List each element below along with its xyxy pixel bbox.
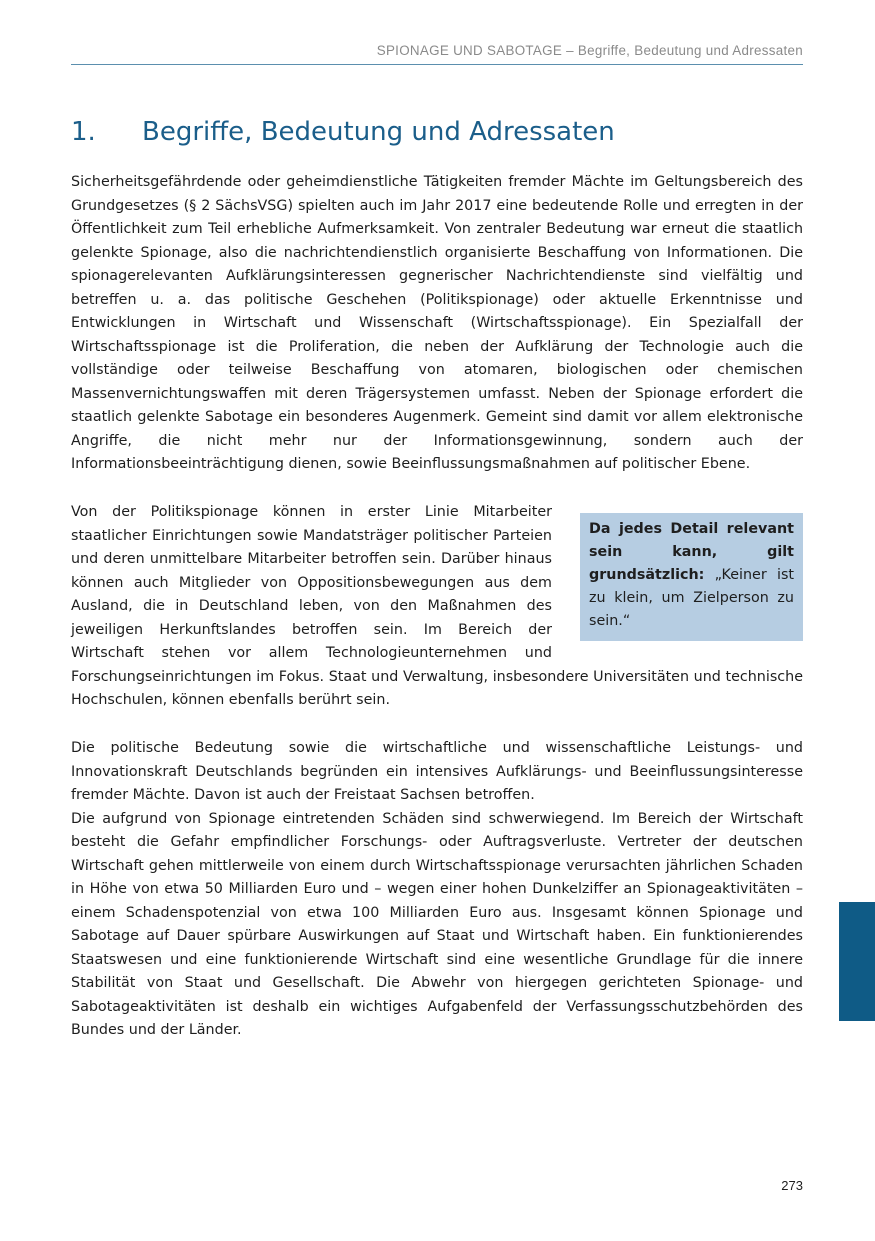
running-header: SPIONAGE UND SABOTAGE – Begriffe, Bedeutung und Adressaten — [376, 43, 803, 58]
body-paragraph-1 — [71, 171, 803, 477]
section-heading — [71, 113, 615, 151]
chapter-tab-marker — [839, 902, 875, 1021]
body-paragraph-2 — [71, 501, 803, 713]
paragraph-damage: Die aufgrund von Spionage eintretenden Schäden sind schwerwiegend. Im Bereich der Wirtschaft besteht die Gefahr empfindlicher Forschungs- oder Auftragsverluste. Vertreter der deutschen Wirtschaft gehen mittlerweile von einem durch Wirtschaftsspionage verursachten jährlichen Schaden in Höhe von etwa 50 Milliarden Euro und – wegen einer hohen Dunkelziffer an Spionageaktivitäten – einem Schadenspotenzial von etwa 100 Milliarden Euro aus. Insgesamt können Spionage und Sabotage auf Dauer spürbare Auswirkungen auf Staat und Wirtschaft haben. Ein funktionierendes Staatswesen und eine funktionierende Wirtschaft sind eine wesentliche Grundlage für die innere Stabilität von Staat und Gesellschaft. Die Abwehr von hiergegen gerichteten Spionage- und Sabotageaktivitäten ist deshalb ein wichtiges Aufgabenfeld der Verfassungsschutzbehörden des Bundes und der Länder. — [71, 810, 803, 1038]
body-paragraph-3 — [71, 737, 803, 1043]
paragraph-targets: Von der Politikspionage können in erster Linie Mitarbeiter staatlicher Einrichtungen sowie Mandatsträger politischer Parteien und deren unmittelbare Mitarbeiter betroffen sein. Darüber hinaus können auch Mitglieder von Oppositionsbewegungen aus dem Ausland, die in Deutschland leben, von den Maßnahmen des jeweiligen Herkunftslandes betroffen sein. Im Bereich der Wirtschaft stehen vor allem Technologieunternehmen und Forschungseinrichtungen im Fokus. Staat und Verwaltung, insbesondere Universitäten und technische Hochschulen, können ebenfalls berührt sein. — [71, 504, 803, 708]
page-number: 273 — [781, 1178, 803, 1193]
header-divider — [71, 64, 803, 65]
callout-quote: „Keiner ist zu klein, um Zielperson zu sein.“ — [589, 567, 795, 629]
callout-emphasis: Da jedes Detail relevant sein kann, gilt grundsätzlich: — [589, 521, 794, 583]
section-title: Begriffe, Bedeutung und Adressaten — [142, 117, 615, 147]
paragraph-intro: Sicherheitsgefährdende oder geheimdienstliche Tätigkeiten fremder Mächte im Geltungsbereich des Grundgesetzes (§ 2 SächsVSG) spielten auch im Jahr 2017 eine bedeutende Rolle und erregten in der Öffentlichkeit zum Teil erhebliche Aufmerksamkeit. Von zentraler Bedeutung war erneut die staatlich gelenkte Spionage, also die nachrichtendienstlich organisierte Beschaffung von Informationen. Die spionagerelevanten Aufklärungsinteressen gegnerischer Nachrichtendienste sind vielfältig und betreffen u. a. das politische Geschehen (Politikspionage) oder aktuelle Erkenntnisse und Entwicklungen in Wirtschaft und Wissenschaft (Wirtschaftsspionage). Ein Spezialfall der Wirtschaftsspionage ist die Proliferation, die neben der Aufklärung der Technologie auch die vollständige oder teilweise Beschaffung von atomaren, biologischen oder chemischen Massenvernichtungswaffen mit deren Trägersystemen umfasst. Neben der Spionage erfordert die staatlich gelenkte Sabotage ein besonderes Augenmerk. Gemeint sind damit vor allem elektronische Angriffe, die nicht mehr nur der Informationsgewinnung, sondern auch der Informationsbeeinträchtigung dienen, sowie Beeinflussungsmaßnahmen auf politischer Ebene. — [71, 174, 803, 472]
callout-box — [580, 513, 803, 641]
paragraph-significance: Die politische Bedeutung sowie die wirtschaftliche und wissenschaftliche Leistungs- und Innovationskraft Deutschlands begründen ein intensives Aufklärungs- und Beeinflussungsinteresse fremder Mächte. Davon ist auch der Freistaat Sachsen betroffen. — [71, 740, 803, 803]
section-number: 1. — [71, 117, 96, 147]
